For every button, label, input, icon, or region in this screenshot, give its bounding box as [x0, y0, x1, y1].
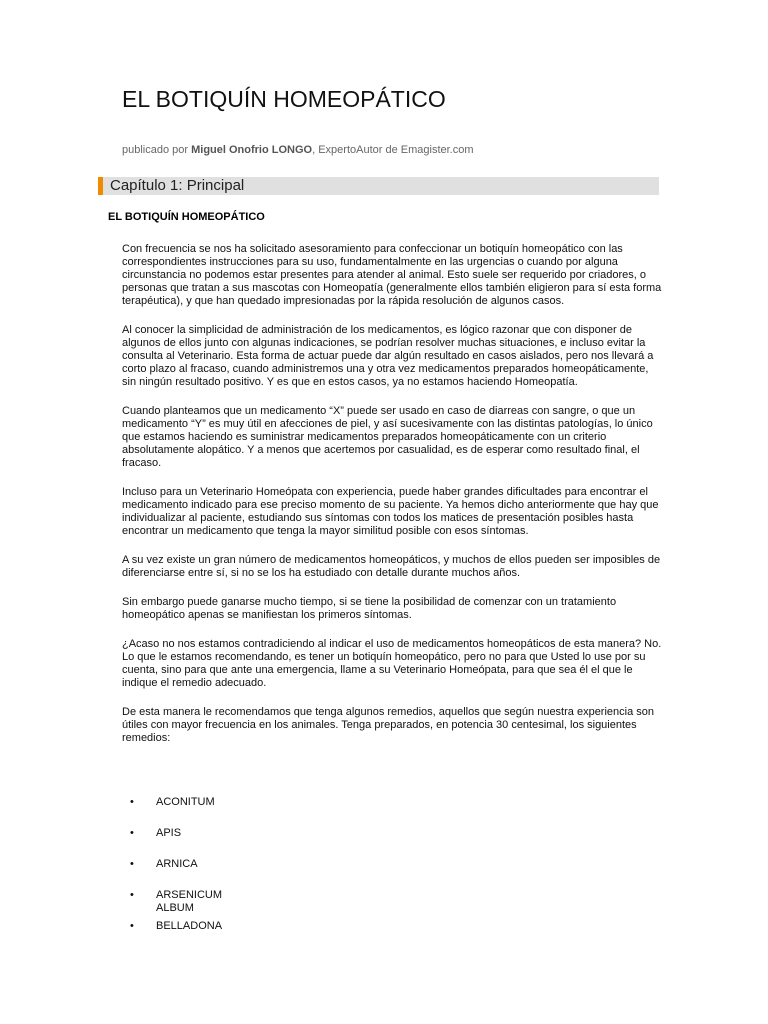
- paragraph: Sin embargo puede ganarse mucho tiempo, si se tiene la posibilidad de comenzar con un tratamiento homeopático apenas se manifiestan los primeros síntomas.: [122, 596, 617, 621]
- paragraph: Incluso para un Veterinario Homeópata con experiencia, puede haber grandes dificultades para encontrar el medicamento indicado para ese preciso momento de su paciente. Ya hemos dicho anteriormente que hay que individualizar al paciente, estudiando sus síntomas con todos los matices de presentación posibles hasta encontrar un medicamento que tenga la mayor similitud posible con esos síntomas.: [122, 486, 659, 537]
- paragraph: Al conocer la simplicidad de administración de los medicamentos, es lógico razonar que con disponer de algunos de ellos junto con algunas indicaciones, se podrían resolver muchas situaciones, e incluso evitar la consulta al Veterinario. Esta forma de actuar puede dar algún resultado en casos aislados, pero nos llevará a corto plazo al fracaso, cuando administremos una y otra vez medicamentos preparados homeopáticamente, sin ningún resultado positivo. Y es que en estos casos, ya no estamos haciendo Homeopatía.: [122, 324, 654, 388]
- remedy-name: ACONITUM: [156, 796, 215, 808]
- paragraph: A su vez existe un gran número de medicamentos homeopáticos, y muchos de ellos pueden ser imposibles de diferenciarse entre sí, si no se los ha estudiado con detalle durante muchos años.: [122, 554, 661, 579]
- paragraph: Con frecuencia se nos ha solicitado asesoramiento para confeccionar un botiquín homeopático con las correspondientes instrucciones para su uso, fundamentalmente en las urgencias o cuando por alguna circunstancia no podemos estar presentes para atender al animal. Esto suele ser requerido por criadores, o personas que tratan a sus mascotas con Homeopatía (generalmente ellos también eligieron para sí esta forma terapéutica), y que han quedado impresionadas por la rápida resolución de algunos casos.: [122, 243, 662, 307]
- remedy-name: APIS: [156, 827, 182, 839]
- bullet-icon: •: [130, 827, 134, 839]
- byline: [122, 144, 474, 156]
- remedy-name: ARSENICUM ALBUM: [156, 889, 223, 914]
- remedy-name: ARNICA: [156, 858, 198, 870]
- body-text: [122, 243, 662, 761]
- section-heading: EL BOTIQUÍN HOMEOPÁTICO: [108, 211, 265, 223]
- author-name[interactable]: Miguel Onofrio LONGO: [191, 144, 313, 156]
- byline-suffix: , ExpertoAutor de Emagister.com: [312, 144, 474, 156]
- bullet-icon: •: [130, 889, 134, 901]
- document-title: EL BOTIQUÍN HOMEOPÁTICO: [122, 86, 446, 112]
- bullet-icon: •: [130, 858, 134, 870]
- paragraph: ¿Acaso no nos estamos contradiciendo al indicar el uso de medicamentos homeopáticos de esta manera? No. Lo que le estamos recomendando, es tener un botiquín homeopático, pero no para que Usted lo use por su cuenta, sino para que ante una emergencia, llame a su Veterinario Homeópata, para que sea él el que le indique el remedio adecuado.: [122, 638, 662, 689]
- chapter-title: Capítulo 1: Principal: [110, 177, 245, 194]
- bullet-icon: •: [130, 920, 134, 932]
- chapter-header: [98, 177, 659, 195]
- chapter-accent-bar: [98, 177, 103, 195]
- paragraph: Cuando planteamos que un medicamento “X” puede ser usado en caso de diarreas con sangre, o que un medicamento “Y” es muy útil en afecciones de piel, y así sucesivamente con las distintas patologías, lo único que estamos haciendo es suministrar medicamentos preparados homeopáticamente con un criterio absolutamente alopático. Y a menos que acertemos por casualidad, es de esperar como resultado final, el fracaso.: [122, 405, 653, 469]
- byline-prefix: publicado por: [122, 144, 192, 156]
- bullet-icon: •: [130, 796, 134, 808]
- paragraph: De esta manera le recomendamos que tenga algunos remedios, aquellos que según nuestra experiencia son útiles con mayor frecuencia en los animales. Tenga preparados, en potencia 30 centesimal, los siguientes remedios:: [122, 706, 655, 744]
- remedy-name: BELLADONA: [156, 920, 223, 932]
